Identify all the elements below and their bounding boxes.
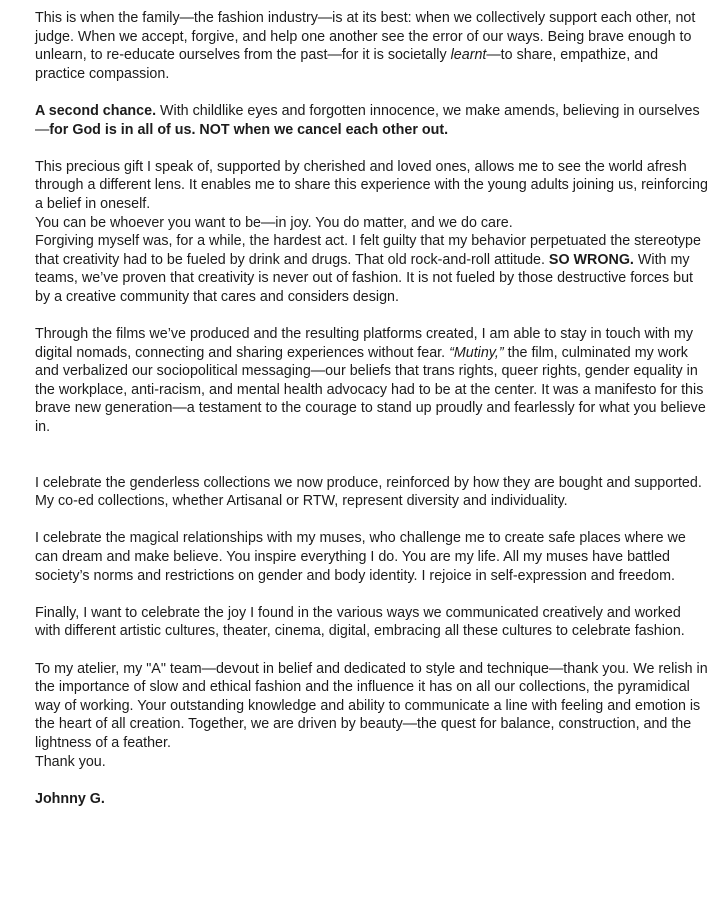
bold-text: Johnny G. <box>35 790 105 807</box>
body-text: This precious gift I speak of, supported by cherished and loved ones, allows me to see the world afresh through a different lens. It enables me to share this experience with the young adults joining us, reinforcing a belief in oneself. <box>35 158 708 212</box>
bold-text: A second chance. <box>35 102 157 119</box>
body-text: With my teams, we’ve proven that creativity is never out of fashion. It is not fueled by those destructive forces but by a creative community that cares and considers design. <box>35 251 693 305</box>
bold-text: for God is in all of us. NOT when we cancel each other out. <box>49 121 449 138</box>
body-text: Thank you. <box>35 753 106 770</box>
body-text: This is when the family—the fashion industry—is at its best: when we collectively support each other, not judge. When we accept, forgive, and help one another see the error of our ways. Being brave enough to unlearn, to re-educate ourselves from the past—for it is societally <box>35 10 696 64</box>
body-text: You can be whoever you want to be—in joy. You do matter, and we do care. <box>35 214 513 231</box>
paragraph-precious-gift <box>35 158 710 307</box>
italic-text: “Mutiny,” <box>449 344 504 361</box>
body-text: Through the films we’ve produced and the resulting platforms created, I am able to stay in touch with my digital nomads, connecting and sharing experiences without fear. <box>35 326 693 361</box>
paragraph-genderless-collections <box>35 474 710 511</box>
body-text: I celebrate the genderless collections we now produce, reinforced by how they are bought and supported. My co-ed collections, whether Artisanal or RTW, represent diversity and individuality. <box>35 474 702 510</box>
signature <box>35 790 710 809</box>
paragraph-second-chance <box>35 102 710 139</box>
bold-text: SO WRONG. <box>548 251 634 268</box>
body-text: Forgiving myself was, for a while, the hardest act. I felt guilty that my behavior perpetuated the stereotype that creativity had to be fueled by drink and drugs. That old rock-and-roll attitude. <box>35 233 701 268</box>
body-text: Finally, I want to celebrate the joy I found in the various ways we communicated creatively and worked with different artistic cultures, theater, cinema, digital, embracing all these cultures to celebrate fashion. <box>35 604 685 640</box>
body-text: the film, culminated my work and verbalized our sociopolitical messaging—our beliefs that trans rights, queer rights, gender equality in the workplace, anti-racism, and mental health advocacy had to be at the center. It was a manifesto for this brave new generation—a testament to the courage to stand up proudly and fearlessly for what you believe in. <box>35 344 706 436</box>
body-text: I celebrate the magical relationships with my muses, who challenge me to create safe places where we can dream and make believe. You inspire everything I do. You are my life. All my muses have battled society’s norms and restrictions on gender and body identity. I rejoice in self-expression and freedom. <box>35 530 686 584</box>
italic-text: learnt <box>450 47 487 64</box>
paragraph-muses <box>35 529 710 585</box>
paragraph-family <box>35 9 710 83</box>
body-text: —to share, empathize, and practice compassion. <box>35 47 659 82</box>
body-text: To my atelier, my "A" team—devout in belief and dedicated to style and technique—thank you. We relish in the importance of slow and ethical fashion and the influence it has on all our collections, the pyramidical way of working. Your outstanding knowledge and ability to communicate a line with feeling and emotion is the heart of all creation. Together, we are driven by beauty—the quest for balance, construction, and the lightness of a feather. <box>35 660 708 751</box>
body-text: With childlike eyes and forgotten innocence, we make amends, believing in ourselves— <box>35 102 700 138</box>
paragraph-celebrate-joy <box>35 604 710 641</box>
paragraph-atelier <box>35 660 710 772</box>
paragraph-films <box>35 325 710 437</box>
